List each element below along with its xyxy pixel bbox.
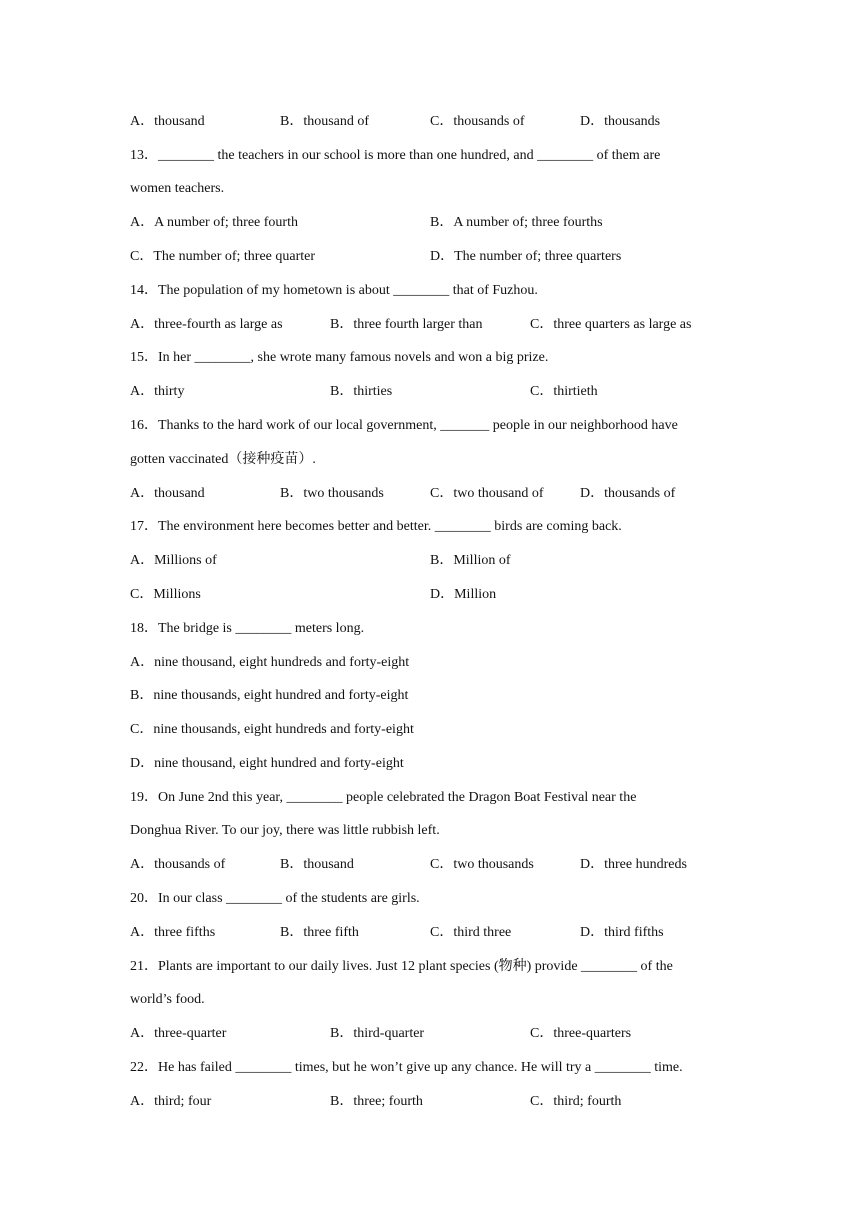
option-13-c: C．The number of; three quarter	[130, 249, 316, 264]
option-17-d: D．Million	[430, 587, 497, 602]
option-12-a: A．thousand	[130, 114, 205, 129]
question-19-line-1: 19．On June 2nd this year, ________ people celebrated the Dragon Boat Festival near the	[130, 790, 637, 805]
option-21-b: B．third-quarter	[330, 1026, 425, 1041]
option-16-b: B．two thousands	[280, 486, 384, 501]
option-21-a: A．three-quarter	[130, 1026, 227, 1041]
option-15-b: B．thirties	[330, 384, 393, 399]
option-15-c: C．thirtieth	[530, 384, 598, 399]
option-19-b: B．thousand	[280, 857, 354, 872]
question-15: 15．In her ________, she wrote many famous novels and won a big prize.	[130, 350, 549, 365]
option-22-c: C．third; fourth	[530, 1094, 622, 1109]
question-21-line-2: world’s food.	[130, 992, 205, 1007]
option-16-d: D．thousands of	[580, 486, 676, 501]
question-13-line-1: 13．________ the teachers in our school is more than one hundred, and ________ of them are	[130, 148, 661, 163]
question-16-line-2: gotten vaccinated（接种疫苗）.	[130, 452, 316, 467]
option-13-b: B．A number of; three fourths	[430, 215, 603, 230]
option-22-b: B．three; fourth	[330, 1094, 423, 1109]
option-19-d: D．three hundreds	[580, 857, 687, 872]
option-20-c: C．third three	[430, 925, 512, 940]
question-14: 14．The population of my hometown is about ________ that of Fuzhou.	[130, 283, 538, 298]
option-21-c: C．three-quarters	[530, 1026, 632, 1041]
question-17: 17．The environment here becomes better and better. ________ birds are coming back.	[130, 519, 622, 534]
option-18-b: B．nine thousands, eight hundred and forty-eight	[130, 688, 409, 703]
option-18-d: D．nine thousand, eight hundred and forty-eight	[130, 756, 404, 771]
option-17-b: B．Million of	[430, 553, 511, 568]
question-19-line-2: Donghua River. To our joy, there was little rubbish left.	[130, 823, 440, 838]
option-17-a: A．Millions of	[130, 553, 217, 568]
option-13-d: D．The number of; three quarters	[430, 249, 622, 264]
option-14-b: B．three fourth larger than	[330, 317, 483, 332]
option-12-b: B．thousand of	[280, 114, 370, 129]
option-16-a: A．thousand	[130, 486, 205, 501]
option-20-b: B．three fifth	[280, 925, 359, 940]
option-14-c: C．three quarters as large as	[530, 317, 692, 332]
option-12-d: D．thousands	[580, 114, 661, 129]
option-20-d: D．third fifths	[580, 925, 664, 940]
option-19-c: C．two thousands	[430, 857, 534, 872]
option-13-a: A．A number of; three fourth	[130, 215, 298, 230]
option-20-a: A．three fifths	[130, 925, 216, 940]
option-18-c: C．nine thousands, eight hundreds and forty-eight	[130, 722, 414, 737]
question-22: 22．He has failed ________ times, but he won’t give up any chance. He will try a ________ time.	[130, 1060, 683, 1075]
question-21-line-1: 21．Plants are important to our daily lives. Just 12 plant species (物种) provide ________ of the	[130, 959, 673, 974]
question-13-line-2: women teachers.	[130, 181, 225, 196]
option-15-a: A．thirty	[130, 384, 185, 399]
option-17-c: C．Millions	[130, 587, 201, 602]
question-18: 18．The bridge is ________ meters long.	[130, 621, 365, 636]
option-18-a: A．nine thousand, eight hundreds and forty-eight	[130, 655, 410, 670]
option-19-a: A．thousands of	[130, 857, 226, 872]
option-22-a: A．third; four	[130, 1094, 212, 1109]
option-12-c: C．thousands of	[430, 114, 525, 129]
question-16-line-1: 16．Thanks to the hard work of our local government, _______ people in our neighborhood have	[130, 418, 678, 433]
option-14-a: A．three-fourth as large as	[130, 317, 283, 332]
option-16-c: C．two thousand of	[430, 486, 544, 501]
question-20: 20．In our class ________ of the students are girls.	[130, 891, 420, 906]
